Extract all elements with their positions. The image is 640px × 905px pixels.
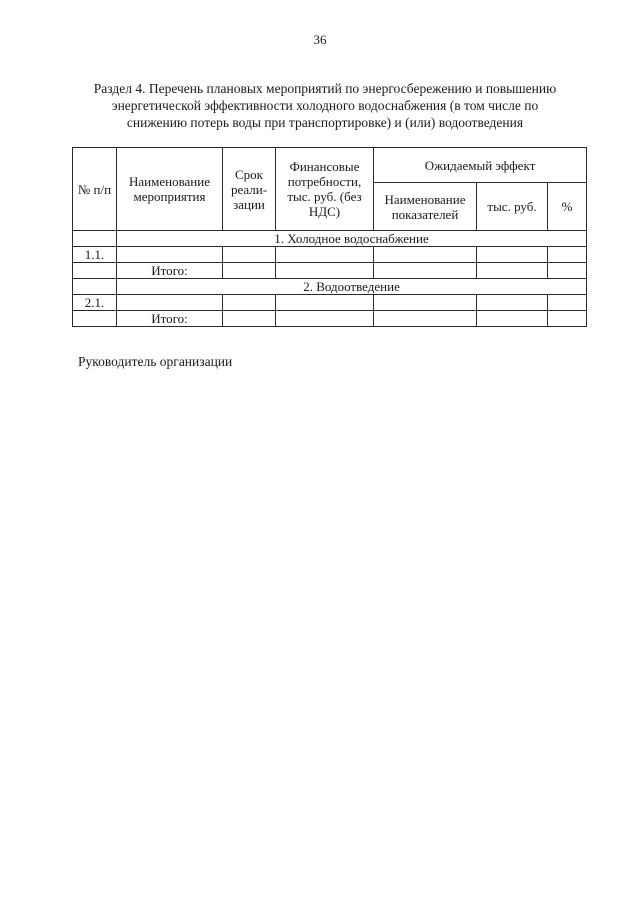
- header-indicator: Наименование показателей: [374, 183, 477, 231]
- cell: [477, 247, 548, 263]
- section-title-line: энергетической эффективности холодного водоснабжения (в том числе по: [111, 98, 539, 113]
- cell: [276, 263, 374, 279]
- cell: [374, 247, 477, 263]
- table-row: [73, 295, 587, 311]
- cell: [117, 247, 223, 263]
- cell: [477, 311, 548, 327]
- cell: [477, 295, 548, 311]
- cell: [477, 263, 548, 279]
- cell: [223, 295, 276, 311]
- cell: [548, 311, 587, 327]
- header-num: № п/п: [73, 148, 117, 231]
- row-number: 2.1.: [73, 295, 117, 311]
- header-name: Наименование мероприятия: [117, 148, 223, 231]
- cell: [548, 263, 587, 279]
- row-number: 1.1.: [73, 247, 117, 263]
- cell: [223, 311, 276, 327]
- cell: [73, 279, 117, 295]
- cell: [276, 295, 374, 311]
- cell: [374, 295, 477, 311]
- cell: [223, 263, 276, 279]
- section-heading: 1. Холодное водоснабжение: [117, 231, 587, 247]
- header-percent: %: [548, 183, 587, 231]
- signature-label: Руководитель организации: [78, 354, 233, 369]
- cell: [73, 231, 117, 247]
- measures-table: [72, 147, 587, 327]
- header-effect: Ожидаемый эффект: [374, 148, 587, 183]
- header-finance: Финансовые потребности, тыс. руб. (без НДС): [276, 148, 374, 231]
- cell: [374, 263, 477, 279]
- section-title-line: снижению потерь воды при транспортировке) и (или) водоотведения: [126, 115, 524, 130]
- cell: [223, 247, 276, 263]
- section-title: [70, 80, 580, 131]
- cell: [73, 263, 117, 279]
- header-term: Срок реали-зации: [223, 148, 276, 231]
- cell: [374, 311, 477, 327]
- header-row: [73, 148, 587, 183]
- cell: [548, 295, 587, 311]
- total-label: Итого:: [117, 311, 223, 327]
- total-label: Итого:: [117, 263, 223, 279]
- section-heading: 2. Водоотведение: [117, 279, 587, 295]
- section-row: [73, 231, 587, 247]
- total-row: [73, 263, 587, 279]
- cell: [117, 295, 223, 311]
- cell: [73, 311, 117, 327]
- total-row: [73, 311, 587, 327]
- cell: [276, 247, 374, 263]
- cell: [548, 247, 587, 263]
- header-thousand-rub: тыс. руб.: [477, 183, 548, 231]
- table-row: [73, 247, 587, 263]
- section-row: [73, 279, 587, 295]
- section-title-line: Раздел 4. Перечень плановых мероприятий по энергосбережению и повышению: [93, 81, 557, 96]
- cell: [276, 311, 374, 327]
- page-number: 36: [313, 32, 327, 47]
